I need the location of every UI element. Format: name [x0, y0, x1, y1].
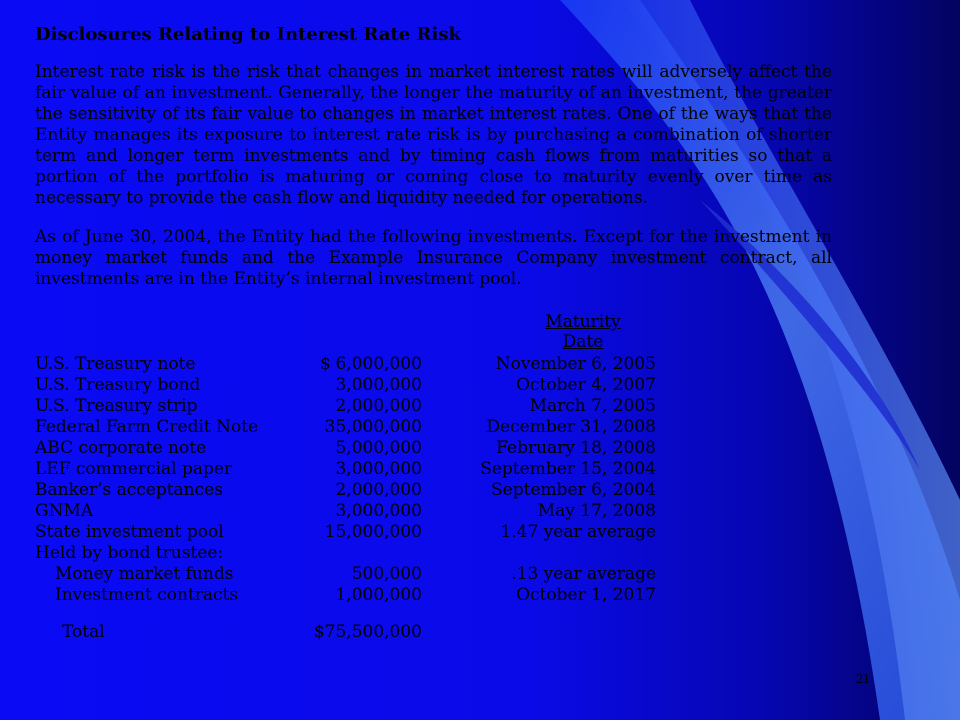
- investment-amount: [295, 522, 422, 543]
- amount-value: 500,000: [351, 564, 422, 584]
- amount-value: 2,000,000: [335, 480, 422, 500]
- amount-value: 1,000,000: [335, 585, 422, 605]
- investment-amount: [295, 585, 422, 606]
- intro-paragraph: Interest rate risk is the risk that changes in market interest rates will adversely affect the fair value of an investment. Generally, the longer the maturity of an investment, the greater the sensitivity of its fair value to changes in market interest rates. One of the ways that the Entity manages its exposure to interest rate risk is by purchasing a combination of shorter term and longer term investments and by timing cash flows from maturities so that a portion of the portfolio is maturing or coming close to maturity evenly over time as necessary to provide the cash flow and liquidity needed for operations.: [35, 62, 832, 208]
- table-row: [35, 438, 675, 459]
- table-row: [35, 585, 675, 606]
- amount-value: 6,000,000: [335, 354, 422, 374]
- maturity-date: September 15, 2004: [480, 459, 656, 479]
- maturity-date: December 31, 2008: [486, 417, 656, 437]
- maturity-date: March 7, 2005: [529, 396, 656, 416]
- total-label: Total: [62, 622, 105, 642]
- investment-name: U.S. Treasury strip: [35, 396, 198, 416]
- investment-amount: [295, 459, 422, 480]
- slide-content: [35, 25, 832, 308]
- maturity-date-header: Maturity Date: [545, 312, 621, 352]
- table-row: [35, 543, 675, 564]
- investment-amount: [295, 564, 422, 585]
- investment-name: U.S. Treasury note: [35, 354, 196, 374]
- investment-name: ABC corporate note: [35, 438, 207, 458]
- amount-value: 35,000,000: [324, 417, 422, 437]
- maturity-date: October 1, 2017: [516, 585, 656, 605]
- investment-amount: [295, 438, 422, 459]
- page-number: 21: [856, 672, 870, 687]
- investment-name: U.S. Treasury bond: [35, 375, 201, 395]
- investment-name: Investment contracts: [55, 585, 239, 605]
- investment-amount: [295, 417, 422, 438]
- total-amount: $75,500,000: [313, 622, 422, 642]
- investment-name: Held by bond trustee:: [35, 543, 224, 563]
- amount-value: 3,000,000: [335, 501, 422, 521]
- table-row: [35, 564, 675, 585]
- investments-paragraph: As of June 30, 2004, the Entity had the following investments. Except for the investment in money market funds and the Example Insurance Company investment contract, all investments are in the Entity’s internal investment pool.: [35, 227, 832, 289]
- investment-amount: [295, 354, 422, 375]
- amount-value: 3,000,000: [335, 459, 422, 479]
- table-row: [35, 396, 675, 417]
- table-row: [35, 354, 675, 375]
- amount-value: 2,000,000: [335, 396, 422, 416]
- table-row: [35, 480, 675, 501]
- table-row: [35, 501, 675, 522]
- investment-name: State investment pool: [35, 522, 224, 542]
- amount-value: 15,000,000: [324, 522, 422, 542]
- amount-value: 3,000,000: [335, 375, 422, 395]
- maturity-date: May 17, 2008: [537, 501, 656, 521]
- maturity-date: .13 year average: [511, 564, 656, 584]
- investment-name: Banker’s acceptances: [35, 480, 223, 500]
- table-row: [35, 375, 675, 396]
- investment-name: LEF commercial paper: [35, 459, 233, 479]
- maturity-date: February 18, 2008: [496, 438, 656, 458]
- dollar-sign: $: [320, 354, 331, 374]
- amount-value: 5,000,000: [335, 438, 422, 458]
- maturity-date: 1.47 year average: [500, 522, 656, 542]
- investment-name: GNMA: [35, 501, 94, 521]
- maturity-date: September 6, 2004: [491, 480, 656, 500]
- investment-amount: [295, 501, 422, 522]
- table-row: [35, 459, 675, 480]
- investment-amount: [295, 480, 422, 501]
- maturity-date: October 4, 2007: [516, 375, 656, 395]
- investment-amount: [295, 396, 422, 417]
- table-row: [35, 417, 675, 438]
- maturity-date: November 6, 2005: [495, 354, 656, 374]
- investment-name: Money market funds: [55, 564, 234, 584]
- investment-name: Federal Farm Credit Note: [35, 417, 259, 437]
- total-row: [35, 622, 675, 643]
- slide-title: Disclosures Relating to Interest Rate Risk: [35, 24, 461, 45]
- investment-amount: [295, 375, 422, 396]
- table-row: [35, 522, 675, 543]
